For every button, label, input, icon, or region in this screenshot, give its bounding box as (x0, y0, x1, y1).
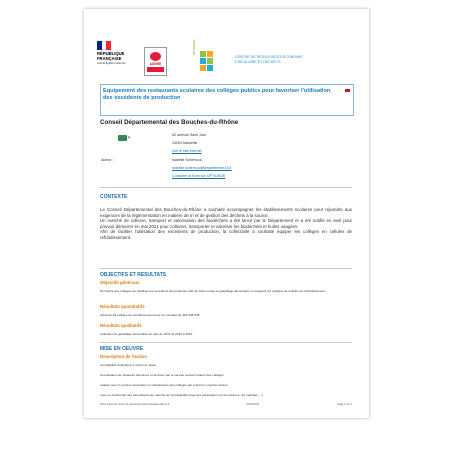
footer-date: 16/04/2024 (246, 403, 259, 406)
action-item: Coordination de plusieurs directions et services par le service conseil métiers des collèges (100, 373, 224, 377)
author-email-link[interactable]: isabelle.schemoul@departement13.fr (172, 165, 232, 170)
contexte-body (100, 207, 352, 241)
document-page (84, 9, 369, 418)
footer-source: Fiche issue du centre de ressources www.optigede.ademe.fr (100, 403, 170, 406)
fiche-optigede-link[interactable]: Consulter la fiche sur OPTIGEDE (172, 174, 226, 178)
organisation-logo-icon (118, 135, 127, 141)
author-website-link[interactable]: Voir le site internet (172, 149, 202, 154)
resultats-qualitatifs-text: réduction du gaspillage alimentaire de plus de 40% de 2016 à 2023 (100, 332, 193, 336)
action-item: comptabilité analytique à mettre en place (100, 363, 157, 367)
ademe-logo (144, 47, 167, 76)
centre-ressources-text (235, 55, 303, 65)
divider (100, 187, 352, 188)
ademe-label: ADEME (149, 62, 162, 66)
optigede-logo (192, 39, 218, 75)
objectifs-heading: OBJECTIFS ET RESULTATS (100, 272, 167, 278)
resultats-qualitatifs-title: Résultats qualitatifs (100, 323, 142, 328)
title-block (100, 84, 354, 116)
objectifs-generaux-text: Permettre aux collèges de réutiliser les excédents de production afin de lutter contre le gaspillage alimentaire en équipant les collèges de cellules de refroidissement (100, 289, 326, 293)
objectifs-generaux-title: Objectifs généraux (100, 280, 140, 285)
author-details (172, 131, 232, 172)
bookmark-icon (345, 89, 350, 92)
description-action-title: Description de l'action (100, 354, 147, 359)
action-item: relation avec le service rénovation et maintenance des collèges qui a lancé le marché cuisine (100, 383, 228, 387)
mise-en-oeuvre-heading: MISE EN OEUVRE (100, 346, 144, 352)
centre-line1: CENTRE DE RESSOURCES ÉCONOMIE (235, 55, 303, 59)
resultats-quantitatifs-text: achat de 46 cellules de refroidissement pour un montant de 310 045.53€ (100, 313, 200, 317)
author-city: 13004 Marseille (172, 141, 198, 146)
ademe-mark-icon (150, 52, 161, 61)
resultats-quantitatifs-title: Résultats quantitatifs (100, 304, 145, 309)
contexte-paragraph-1: Le Conseil Départemental des Bouches-du-Rhône a souhaité accompagner les établissements scolaires pour répondre aux exigences de la réglementation en matière de tri et de gestion des déchets à la source. (100, 207, 352, 218)
republique-francaise-logo (97, 41, 131, 65)
divider (100, 342, 352, 343)
contexte-paragraph-3: Afin de faciliter l'utilisation des excédents de production, la collectivité a souhaité équiper les collèges en cellules de refroidissement. (100, 229, 352, 240)
centre-line2: CIRCULAIRE ET DÉCHETS (235, 60, 281, 64)
ademe-band-icon (147, 67, 164, 72)
divider (100, 268, 352, 269)
marianne-flag-icon (97, 41, 111, 50)
action-item: mise en conformité des fournisseurs du marché sur la traçabilité (logo des partenaires sur les factures, les marchés, ...) (100, 393, 264, 397)
contexte-heading: CONTEXTE (100, 194, 128, 200)
document-title: Equipement des restaurants scolaires des collèges publics pour favoriser l'utilisation des excédents de production (103, 88, 331, 101)
author-label: Auteur : (101, 158, 114, 162)
contexte-paragraph-2: Un marché de collecte, transport et valorisation des biodéchets a été lancé par le Département et a été notifié en avril pour pouvoir démarrer en mai 2021 pour collecter, transporter et valoriser les biodéchets et huiles usagées. (100, 218, 352, 229)
republique-line1: RÉPUBLIQUE (97, 51, 125, 56)
organisation-name: Conseil Départemental des Bouches-du-Rhône (100, 119, 239, 126)
republique-line2: FRANÇAISE (97, 55, 122, 61)
optigede-label: OPTIGEDE (192, 39, 196, 55)
author-address: 52 avenue Saint Just (172, 133, 206, 137)
devise: Liberté Égalité Fraternité (97, 62, 126, 66)
footer-page-number: Page 1 sur 2 (337, 403, 352, 406)
author-name: Isabelle Schemoul (172, 157, 202, 162)
organisation-logo-secondary-icon: ▦ (128, 136, 131, 139)
